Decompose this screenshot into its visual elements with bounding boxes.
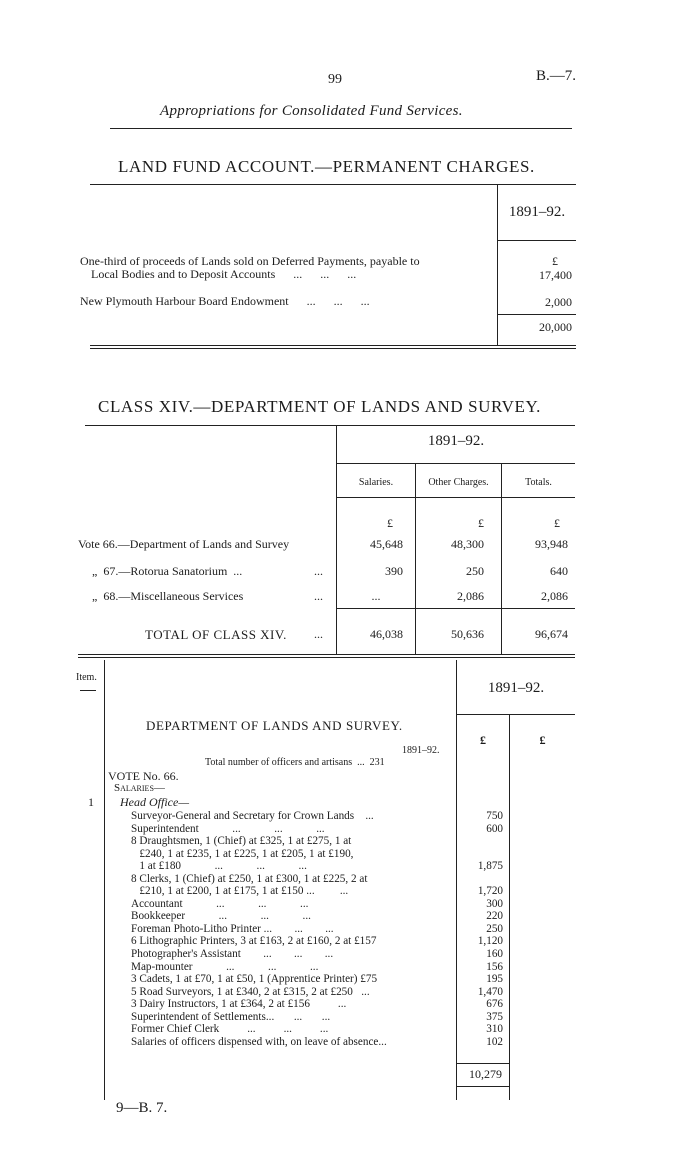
- salary-line-text: Foreman Photo-Litho Printer ... ... ...: [131, 922, 334, 935]
- land-fund-year-rule: [498, 240, 576, 241]
- land-fund-total-rule: [498, 314, 576, 315]
- land-fund-title: LAND FUND ACCOUNT.—PERMANENT CHARGES.: [118, 157, 535, 176]
- land-fund-row-label: One-third of proceeds of Lands sold on Deferred Payments, payable to: [80, 254, 420, 268]
- detail-year-rule: [457, 714, 575, 715]
- salary-amounts: [457, 810, 503, 1048]
- salary-line-amount: 156: [486, 960, 503, 973]
- column-header-salaries: Salaries.: [358, 477, 394, 488]
- land-fund-row-label: Local Bodies and to Deposit Accounts ... ... ...: [91, 267, 357, 281]
- salary-line-text: Salaries of officers dispensed with, on leave of absence...: [131, 1035, 387, 1048]
- class-total-total: 96,674: [535, 627, 568, 641]
- salary-line-amount: 600: [486, 822, 503, 835]
- vote-row-total: 2,086: [541, 589, 568, 603]
- vote-row-label: „ 68.—Miscellaneous Services: [92, 589, 244, 603]
- item-header-rule: [80, 690, 96, 691]
- vote-row-dots: ...: [314, 564, 323, 578]
- currency-symbol: £: [539, 733, 546, 747]
- land-fund-row-label: New Plymouth Harbour Board Endowment ... ... ...: [80, 294, 370, 308]
- salary-line-amount: 300: [486, 897, 503, 910]
- land-fund-top-rule: [90, 184, 576, 185]
- land-fund-amount: 17,400: [539, 268, 572, 282]
- class-total-label: TOTAL OF CLASS XIV.: [145, 627, 287, 642]
- header-rule: [110, 128, 572, 129]
- vote-row-salaries: ...: [371, 589, 381, 603]
- department-heading: DEPARTMENT OF LANDS AND SURVEY.: [146, 718, 403, 733]
- salary-lines: [131, 810, 455, 1048]
- class-xiv-year: 1891–92.: [427, 433, 485, 449]
- salary-line-amount: 1,120: [477, 935, 503, 948]
- salary-line-text: 3 Dairy Instructors, 1 at £364, 2 at £156 ...: [131, 998, 347, 1011]
- salary-line-text: Photographer's Assistant ... ... ...: [131, 948, 334, 961]
- salary-line-amount: [457, 873, 503, 886]
- vote-row-label: „ 67.—Rotorua Sanatorium ...: [92, 564, 243, 578]
- vote-heading: VOTE No. 66.: [108, 769, 179, 783]
- item-column-rule: [104, 660, 105, 1100]
- class-total-salaries: 46,038: [370, 627, 403, 641]
- officers-count-line: Total number of officers and artisans ... 231: [205, 757, 385, 768]
- class-xiv-top-rule: [85, 425, 575, 426]
- vote-row-dots: ...: [314, 589, 323, 603]
- salary-line-text: 8 Draughtsmen, 1 (Chief) at £325, 1 at £275, 1 at: [131, 835, 352, 848]
- salary-line-text: Surveyor-General and Secretary for Crown Lands ...: [131, 810, 374, 822]
- page-footer: 9—B. 7.: [116, 1100, 168, 1116]
- salary-line-amount: 195: [486, 973, 503, 986]
- amount-column-rule: [509, 715, 510, 1100]
- head-office-heading: Head Office—: [120, 795, 189, 809]
- vote-row-other: 2,086: [457, 589, 484, 603]
- class-xiv-bottom-rule: [78, 654, 575, 658]
- page-subtitle: Appropriations for Consolidated Fund Services.: [160, 103, 463, 119]
- salary-line-text: 6 Lithographic Printers, 3 at £163, 2 at £160, 2 at £157: [131, 935, 377, 948]
- land-fund-amount: 2,000: [545, 295, 572, 309]
- salary-line-amount: 1,875: [477, 860, 503, 873]
- currency-symbol: £: [554, 516, 560, 530]
- detail-year: 1891–92.: [487, 680, 545, 696]
- vote-row-total: 640: [550, 564, 568, 578]
- currency-symbol: £: [478, 516, 484, 530]
- salary-line-text: Superintendent ... ... ...: [131, 822, 325, 835]
- vote-row-other: 250: [466, 564, 484, 578]
- vote-row-label: Vote 66.—Department of Lands and Survey: [78, 537, 290, 551]
- item-number: 1: [88, 795, 94, 809]
- salary-line-text: £210, 1 at £200, 1 at £175, 1 at £150 ... ...: [131, 885, 349, 898]
- officers-year: 1891–92.: [402, 745, 440, 756]
- salary-line-text: 8 Clerks, 1 (Chief) at £250, 1 at £300, 1 at £225, 2 at: [131, 872, 368, 885]
- salary-line-amount: 750: [486, 810, 503, 822]
- vote-row-salaries: 45,648: [370, 537, 403, 551]
- class-xiv-title: CLASS XIV.—DEPARTMENT OF LANDS AND SURVEY.: [98, 397, 542, 416]
- class-xiv-year-rule: [337, 463, 575, 464]
- salary-line-text: Map-mounter ... ... ...: [131, 960, 319, 973]
- salary-line-text: 3 Cadets, 1 at £70, 1 at £50, 1 (Apprentice Printer) £75: [131, 973, 378, 986]
- salary-line-text: 1 at £180 ... ... ...: [131, 860, 307, 873]
- salary-line-text: 5 Road Surveyors, 1 at £340, 2 at £315, 2 at £250 ...: [131, 985, 370, 998]
- salary-line-amount: 676: [486, 998, 503, 1011]
- salaries-heading: Salaries—: [114, 782, 165, 794]
- class-total-dots: ...: [314, 627, 323, 641]
- salary-line-amount: 1,720: [477, 885, 503, 898]
- vote-row-salaries: 390: [385, 564, 403, 578]
- item-column-header: Item.: [76, 672, 97, 683]
- vote-row-total: 93,948: [535, 537, 568, 551]
- page-number: 99: [328, 72, 342, 87]
- document-reference: B.—7.: [536, 68, 577, 84]
- subtotal-rule: [457, 1063, 509, 1064]
- salary-line-amount: 1,470: [477, 985, 503, 998]
- land-fund-total: 20,000: [539, 320, 572, 334]
- class-xiv-subtotal-rule: [337, 608, 575, 609]
- salary-line-amount: 160: [486, 948, 503, 961]
- class-total-other: 50,636: [451, 627, 484, 641]
- salary-line-amount: 310: [486, 1023, 503, 1036]
- salary-line-text: Bookkeeper ... ... ...: [131, 910, 311, 923]
- column-header-totals: Totals.: [525, 477, 552, 488]
- class-xiv-column-rule: [415, 464, 416, 654]
- land-fund-year: 1891–92.: [508, 204, 566, 220]
- land-fund-bottom-rule: [90, 345, 576, 349]
- currency-symbol: £: [480, 733, 486, 747]
- class-xiv-header-rule: [337, 497, 575, 498]
- class-xiv-column-rule: [501, 464, 502, 654]
- salary-line-text: Accountant ... ... ...: [131, 897, 309, 910]
- salary-line-amount: 102: [486, 1035, 503, 1048]
- salary-line-text: £240, 1 at £235, 1 at £225, 1 at £205, 1 at £190,: [131, 847, 354, 860]
- land-fund-currency: £: [552, 254, 558, 268]
- salary-line-text: Superintendent of Settlements... ... ...: [131, 1010, 331, 1023]
- salary-line-amount: 250: [486, 922, 503, 935]
- salary-line-amount: [457, 835, 503, 848]
- column-header-other-charges: Other Charges.: [428, 477, 489, 488]
- salary-line-amount: 220: [486, 910, 503, 923]
- vote-row-other: 48,300: [451, 537, 484, 551]
- subtotal-amount: 10,279: [469, 1067, 502, 1081]
- currency-symbol: £: [387, 516, 393, 530]
- salary-line-amount: [457, 848, 503, 861]
- salary-line-amount: 375: [486, 1010, 503, 1023]
- subtotal-bottom-rule: [457, 1086, 509, 1087]
- salary-line-text: Former Chief Clerk ... ... ...: [131, 1023, 329, 1036]
